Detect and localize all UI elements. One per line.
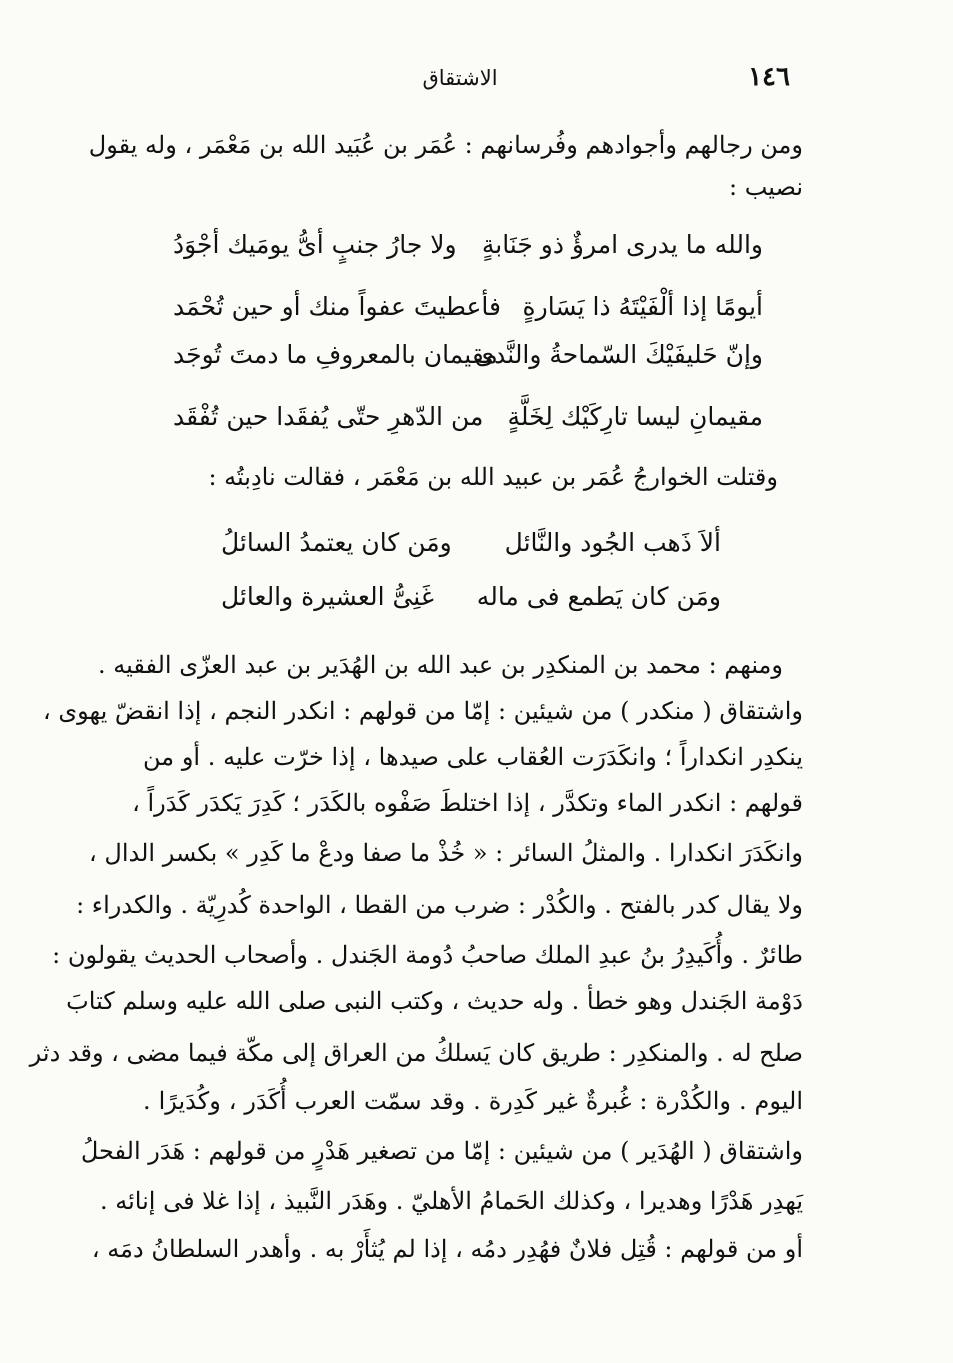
body-line: وانكَدَرَ انكدارا . والمثلُ السائر : « خُذْ ما صفا ودعْ ما كَدِر » بكسر الدال ،	[89, 839, 803, 867]
intro-line: ومن رجالهم وأجوادهم وفُرسانهم : عُمَر بن عُبَيد الله بن مَعْمَر ، وله يقول	[88, 131, 803, 159]
verse-first-hemistich: ومَن كان يَطمع فى ماله	[476, 582, 721, 611]
poem1-verse	[173, 230, 763, 270]
body-line: أو من قولهم : قُتِل فلانٌ فهُدِر دمُه ، إذا لم يُثأَرْ به . وأهدر السلطانُ دمَه ،	[91, 1235, 803, 1263]
page-header	[130, 62, 790, 96]
verse-second-hemistich: ولا جارُ جنبٍ أىُّ يومَيك أجْوَدُ	[173, 230, 457, 259]
body-line: دَوْمة الجَندل وهو خطأ . وله حديث ، وكتب النبى صلى الله عليه وسلم كتابَ	[66, 987, 803, 1015]
poem1-verse	[173, 340, 763, 380]
verse-first-hemistich: مقيمانِ ليسا تارِكَيْك لِخَلَّةٍ	[507, 402, 763, 431]
body-line: ولا يقال كدر بالفتح . والكُدْر : ضرب من القطا ، الواحدة كُدرِيّة . والكدراء :	[76, 891, 803, 919]
poem2-verse	[221, 528, 721, 568]
page-number: ١٤٦	[748, 62, 790, 92]
body-line: واشتقاق ( منكدر ) من شيئين : إمّا من قولهم : انكدر النجم ، إذا انقضّ يهوى ،	[42, 697, 803, 725]
verse-first-hemistich: والله ما يدرى امرؤٌ ذو جَنَابةٍ	[481, 230, 763, 259]
body-line: قولهم : انكدر الماء وتكدَّر ، إذا اختلطَ صَفْوه بالكَدَر ؛ كَدِرَ يَكدَر كَدَراً ،	[132, 789, 803, 817]
verse-second-hemistich: مقيمان بالمعروفِ ما دمتَ تُوجَد	[173, 340, 498, 369]
running-title: الاشتقاق	[422, 66, 498, 90]
verse-second-hemistich: ومَن كان يعتمدُ السائلُ	[221, 528, 452, 557]
body-line: اليوم . والكُدْرة : غُبرةٌ غير كَدِرة . وقد سمّت العرب أُكَدَر ، وكُدَيرًا .	[143, 1087, 803, 1115]
verse-first-hemistich: ألاَ ذَهب الجُود والنَّائل	[504, 528, 721, 557]
verse-first-hemistich: أيومًا إذا ألْفَيْتَهُ ذا يَسَارةٍ	[522, 292, 763, 321]
poem1-verse	[173, 292, 763, 332]
verse-second-hemistich: فأعطيتَ عفواً منك أو حين تُحْمَد	[173, 292, 501, 321]
verse-first-hemistich: وإنّ حَليفَيْكَ السّماحةُ والنَّدى	[474, 340, 763, 369]
body-line: صلح له . والمنكدِر : طريق كان يَسلكُ من العراق إلى مكّة فيما مضى ، وقد دثر	[29, 1039, 803, 1067]
body-line: ينكدِر انكداراً ؛ وانكَدَرَت العُقاب على صيدها ، إذا خرّت عليه . أو من	[143, 743, 803, 771]
verse-second-hemistich: غَنِىُّ العشيرة والعائل	[221, 582, 434, 611]
body-line: ومنهم : محمد بن المنكدِر بن عبد الله بن الهُدَير بن عبد العزّى الفقيه .	[97, 651, 783, 679]
verse-second-hemistich: من الدّهرِ حتّى يُفقَدا حين تُفْقَد	[173, 402, 484, 431]
intro-line: نصيب :	[728, 173, 803, 201]
poem1-verse	[173, 402, 763, 442]
poem2-verse	[221, 582, 721, 622]
body-line: واشتقاق ( الهُدَير ) من شيئين : إمّا من تصغير هَدْرٍ من قولهم : هَدَر الفحلُ	[80, 1137, 803, 1165]
body-line: طائرٌ . وأُكَيدِرُ بنُ عبدِ الملك صاحبُ دُومة الجَندل . وأصحاب الحديث يقولون :	[52, 941, 803, 969]
body-line: يَهدِر هَدْرًا وهديرا ، وكذلك الحَمامُ الأهليّ . وهَدَر النَّبيذ ، إذا غلا فى إنائه .	[99, 1187, 803, 1215]
narrative-line: وقتلت الخوارجُ عُمَر بن عبيد الله بن مَعْمَر ، فقالت نادِبتُه :	[208, 463, 778, 491]
